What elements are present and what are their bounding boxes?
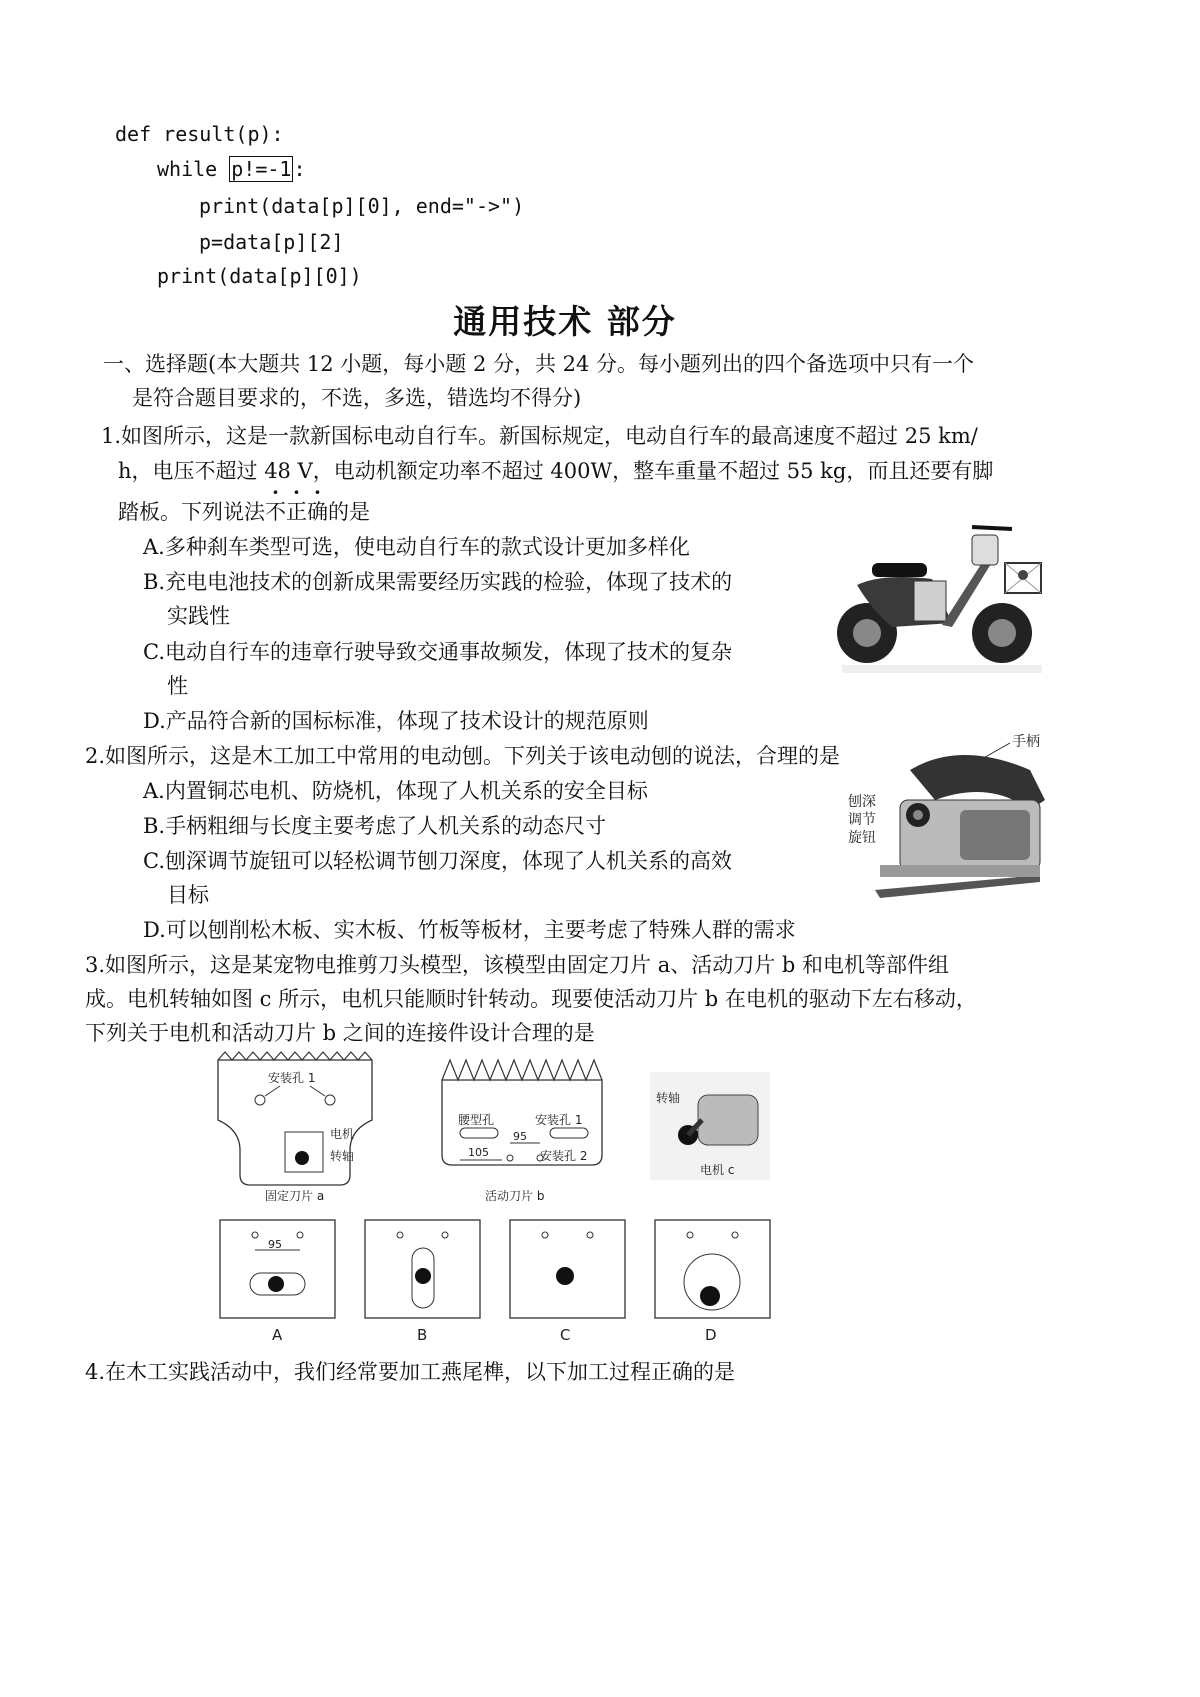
q2-option-c-line-2: 目标 xyxy=(167,883,209,907)
q1-option-b-line-2: 实践性 xyxy=(167,604,230,628)
q1-option-d: D.产品符合新的国标标准，体现了技术设计的规范原则 xyxy=(143,709,649,733)
electric-bicycle-image xyxy=(822,515,1050,680)
q1-option-c-line-2: 性 xyxy=(167,674,188,698)
q2-stem: 2.如图所示，这是木工加工中常用的电动刨。下列关于该电动刨的说法，合理的是 xyxy=(85,744,841,768)
q1-stem-line-1: 1.如图所示，这是一款新国标电动自行车。新国标规定，电动自行车的最高速度不超过 25 km/ xyxy=(101,424,978,448)
code-line-1: def result(p): xyxy=(115,122,284,146)
section-intro-line-2: 是符合题目要求的，不选，多选，错选均不得分) xyxy=(132,386,582,410)
code-boxed-condition: p!=-1 xyxy=(231,157,292,181)
option-label-c: C xyxy=(560,1326,571,1344)
movable-blade-b xyxy=(442,1060,602,1203)
label-knob-1: 刨深 xyxy=(848,794,876,810)
emphasis-char: 不 xyxy=(265,500,286,524)
code-line-2: while p!=-1 : xyxy=(157,157,306,181)
svg-text:95: 95 xyxy=(513,1130,527,1143)
electric-planer-image xyxy=(840,730,1055,900)
code-line-4: p=data[p][2] xyxy=(199,230,344,254)
q3-figure xyxy=(210,1050,790,1350)
label-handle: 手柄 xyxy=(1012,734,1040,750)
option-b-diagram xyxy=(365,1220,480,1318)
svg-text:安装孔 1: 安装孔 1 xyxy=(535,1113,583,1127)
motor-c xyxy=(650,1072,770,1180)
code-line-3: print(data[p][0], end="->") xyxy=(199,194,525,218)
option-d-diagram xyxy=(655,1220,770,1318)
option-label-a: A xyxy=(272,1326,283,1344)
caption-movable-blade: 活动刀片 b xyxy=(485,1189,545,1203)
q1-stem-line-2: h，电压不超过 48 V，电动机额定功率不超过 400W，整车重量不超过 55 kg，而且还要有脚 xyxy=(118,459,994,483)
svg-text:105: 105 xyxy=(468,1146,489,1159)
q2-option-b: B.手柄粗细与长度主要考虑了人机关系的动态尺寸 xyxy=(143,814,607,838)
q1-option-a: A.多种刹车类型可选，使电动自行车的款式设计更加多样化 xyxy=(143,535,690,559)
caption-fixed-blade: 固定刀片 a xyxy=(265,1189,325,1203)
q3-stem-line-2: 成。电机转轴如图 c 所示，电机只能顺时针转动。现要使活动刀片 b 在电机的驱动下左右移动， xyxy=(85,987,977,1011)
emphasis-char: 确 xyxy=(307,500,328,524)
q2-option-a: A.内置铜芯电机、防烧机，体现了人机关系的安全目标 xyxy=(143,779,648,803)
svg-text:安装孔 1: 安装孔 1 xyxy=(268,1071,316,1085)
svg-text:转轴: 转轴 xyxy=(330,1149,355,1163)
section-title: 通用技术 部分 xyxy=(453,302,677,341)
svg-text:腰型孔: 腰型孔 xyxy=(458,1113,495,1127)
q3-stem-line-1: 3.如图所示，这是某宠物电推剪刀头模型，该模型由固定刀片 a、活动刀片 b 和电机等部件组 xyxy=(85,953,950,977)
section-intro-line-1: 一、选择题(本大题共 12 小题，每小题 2 分，共 24 分。每小题列出的四个备选项中只有一个 xyxy=(103,352,975,376)
svg-text:95: 95 xyxy=(268,1238,282,1251)
q4-stem: 4.在木工实践活动中，我们经常要加工燕尾榫，以下加工过程正确的是 xyxy=(85,1360,736,1384)
code-line-5: print(data[p][0]) xyxy=(157,264,362,288)
q2-option-d: D.可以刨削松木板、实木板、竹板等板材，主要考虑了特殊人群的需求 xyxy=(143,918,796,942)
emphasis-char: 正 xyxy=(286,500,307,524)
svg-text:电机: 电机 xyxy=(330,1127,355,1141)
option-label-d: D xyxy=(705,1326,717,1344)
svg-text:安装孔 2: 安装孔 2 xyxy=(540,1149,588,1163)
q3-stem-line-3: 下列关于电机和活动刀片 b 之间的连接件设计合理的是 xyxy=(85,1021,595,1045)
fixed-blade-a xyxy=(218,1052,372,1203)
q1-option-b-line-1: B.充电电池技术的创新成果需要经历实践的检验，体现了技术的 xyxy=(143,570,733,594)
option-label-b: B xyxy=(417,1326,428,1344)
svg-text:转轴: 转轴 xyxy=(656,1091,681,1105)
q2-option-c-line-1: C.刨深调节旋钮可以轻松调节刨刀深度，体现了人机关系的高效 xyxy=(143,849,732,873)
code-while: while xyxy=(157,157,230,181)
label-knob-2: 调节 xyxy=(848,812,876,828)
label-knob-3: 旋钮 xyxy=(848,830,876,846)
option-c-diagram xyxy=(510,1220,625,1318)
q1-option-c-line-1: C.电动自行车的违章行驶导致交通事故频发，体现了技术的复杂 xyxy=(143,640,732,664)
q1-stem-line-3: 踏板。下列说法不正确的是 xyxy=(118,496,370,526)
option-a-diagram xyxy=(220,1220,335,1318)
caption-motor: 电机 c xyxy=(700,1163,735,1177)
